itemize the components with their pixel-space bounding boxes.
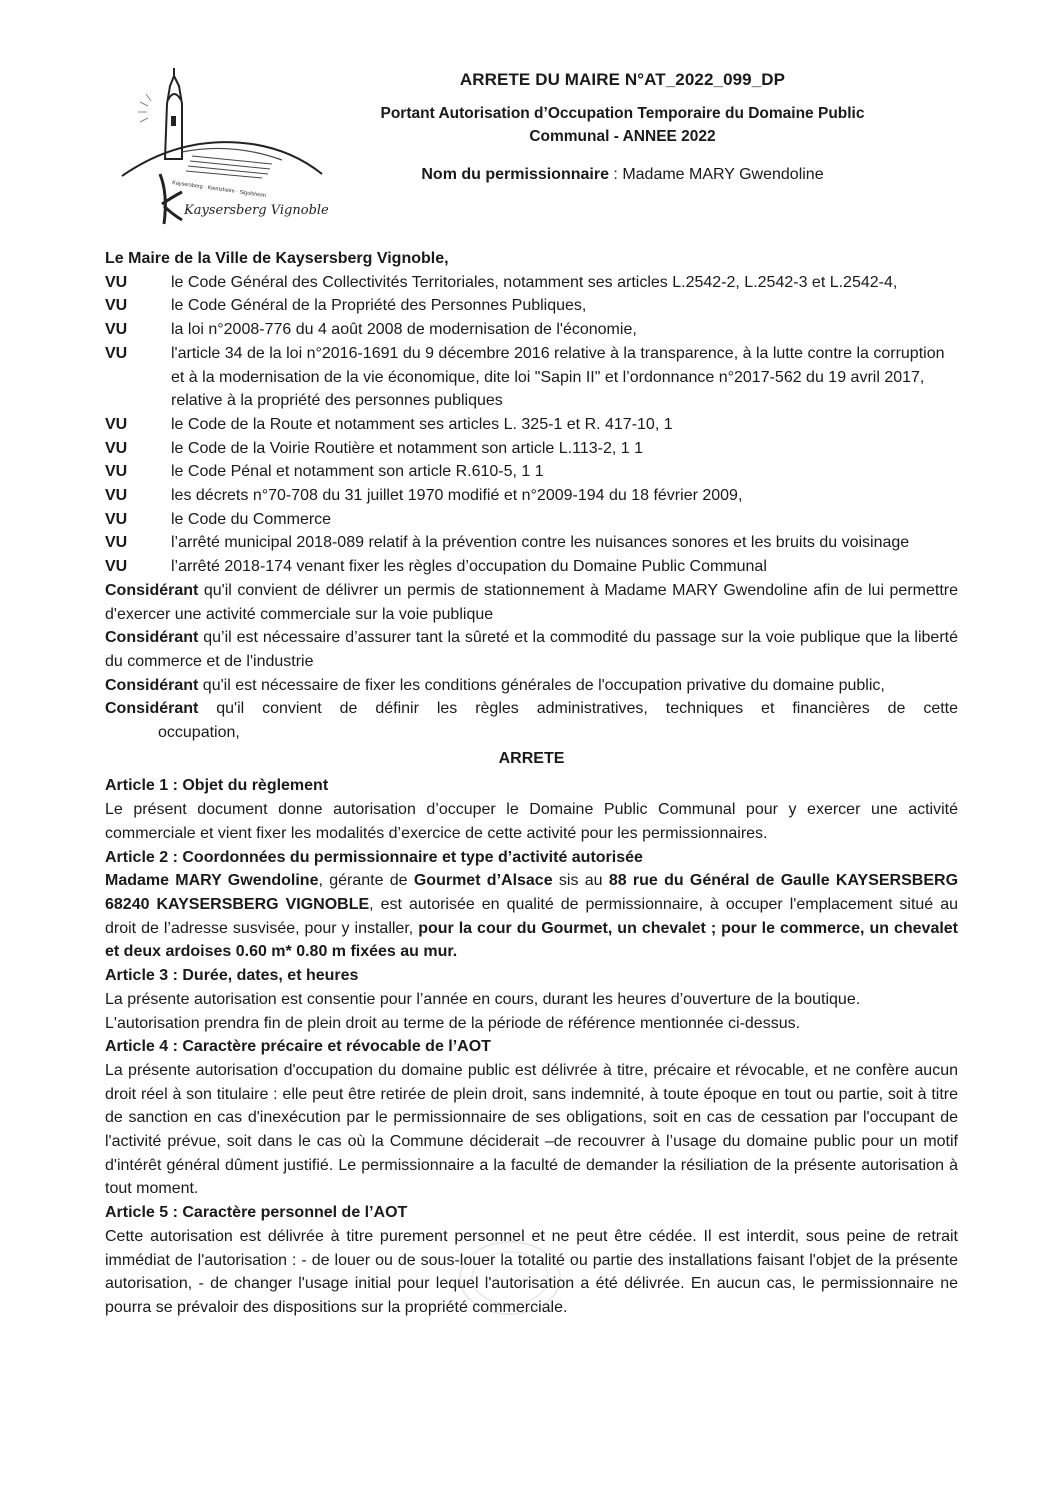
- article-3-text-2: L'autorisation prendra fin de plein droit au terme de la période de référence mentionnée ci-dessus.: [105, 1014, 801, 1032]
- vu-label: VU: [105, 344, 128, 362]
- article-5-text: Cette autorisation est délivrée à titre purement personnel et ne peut être cédée. Il est interdit, sous peine de retrait immédiat de l'autorisation : - de louer ou de sous-louer la totalité ou partie des installations faisant l'objet de la présente autorisation, - de changer l'usage initial pour lequel l'autorisation a été délivrée. En aucun cas, le permissionnaire ne pourra se prévaloir des dispositions sur la propriété commerciale.: [105, 1227, 958, 1316]
- vu-text: la loi n°2008-776 du 4 août 2008 de modernisation de l'économie,: [171, 321, 637, 339]
- article-4-text: La présente autorisation d'occupation du domaine public est délivrée à titre, précaire et révocable, et ne confère aucun droit réel à son titulaire : elle peut être retirée de plein droit, sans indemnité, à toute époque en tout ou partie, soit à titre de sanction en cas d'inexécution par le permissionnaire de ses obligations, soit en cas de cessation par l'occupant de l'activité prévue, soit dans le cas où la Commune déciderait –de recouvrer à l’usage du domaine public pour un motif d'intérêt général dûment justifié. Le permissionnaire a la faculté de demander la résiliation de la présente autorisation à tout moment.: [105, 1061, 958, 1198]
- vu-text: le Code Pénal et notamment son article R.610-5, 1 1: [171, 463, 544, 481]
- shop-address: 88 rue du Général de Gaulle KAYSERSBERG 68240 KAYSERSBERG VIGNOBLE: [105, 872, 959, 913]
- article-2-fragment: sis au: [552, 872, 609, 890]
- vu-label: VU: [105, 273, 128, 291]
- vu-item: [105, 484, 958, 508]
- decree-subtitle-line1: Portant Autorisation d’Occupation Temporaire du Domaine Public: [380, 105, 865, 122]
- vu-text: l'article 34 de la loi n°2016-1691 du 9 décembre 2016 relative à la transparence, à la lutte contre la corruption et à la modernisation de la vie économique, dite loi "Sapin II" et l’ordonnance n°2017-562 du 19 avril 2017, relative à la propriété des personnes publiques: [171, 344, 945, 410]
- vu-item: [105, 437, 958, 461]
- vu-item: [105, 294, 958, 318]
- vu-text: l’arrêté municipal 2018-089 relatif à la prévention contre les nuisances sonores et les bruits du voisinage: [171, 534, 910, 552]
- document-header: [330, 70, 915, 184]
- document-body: [105, 247, 958, 1320]
- considerant-label: Considérant: [105, 676, 199, 694]
- considerant-continuation: occupation,: [158, 724, 240, 742]
- authorized-items: pour la cour du Gourmet, un chevalet ; pour le commerce, un chevalet et deux ardoises 0.60 m* 0.80 m fixées au mur.: [105, 919, 959, 961]
- vu-text: le Code du Commerce: [171, 510, 332, 528]
- vu-text: le Code de la Route et notamment ses articles L. 325-1 et R. 417-10, 1: [171, 415, 673, 433]
- vu-item: [105, 413, 958, 437]
- vu-label: VU: [105, 297, 128, 315]
- vu-item: [105, 318, 958, 342]
- considerant-text: qu'il convient de définir les règles administratives, techniques et financières de cette: [198, 700, 958, 718]
- permit-holder-sep: :: [608, 166, 623, 183]
- vu-item: [105, 555, 958, 579]
- official-stamp-icon: [455, 1238, 565, 1318]
- vu-text: l’arrêté 2018-174 venant fixer les règles d’occupation du Domaine Public Communal: [171, 558, 767, 576]
- vu-text: le Code de la Voirie Routière et notamment son article L.113-2, 1 1: [171, 439, 643, 457]
- vu-label: VU: [105, 415, 128, 433]
- vu-label: VU: [105, 487, 128, 505]
- vu-text: les décrets n°70-708 du 31 juillet 1970 modifié et n°2009-194 du 18 février 2009,: [171, 487, 743, 505]
- considerant-item: [105, 674, 958, 698]
- logo-town-name: Kaysersberg Vignoble: [184, 203, 329, 218]
- considerant-text: qu'il convient de délivrer un permis de stationnement à Madame MARY Gwendoline afin de lui permettre d'exercer une activité commerciale sur la voie publique: [105, 581, 958, 623]
- vu-label: VU: [105, 439, 128, 457]
- permit-holder-name: Madame MARY Gwendoline: [105, 872, 319, 890]
- logo-tagline: Kaysersberg · Kientzheim · Sigolsheim: [171, 180, 267, 200]
- vu-item: [105, 460, 958, 484]
- permit-holder-name: Madame MARY Gwendoline: [622, 166, 824, 183]
- vu-text: le Code Général de la Propriété des Personnes Publiques,: [171, 297, 587, 315]
- decree-subtitle: [330, 102, 915, 148]
- decree-subtitle-line2: Communal - ANNEE 2022: [529, 128, 716, 145]
- vu-item: [105, 342, 958, 413]
- considerant-text: qu’il est nécessaire d’assurer tant la sûreté et la commodité du passage sur la voie publique que la liberté du commerce et de l'industrie: [105, 629, 958, 670]
- permit-holder-line: [330, 166, 915, 184]
- considerant-item: [105, 579, 958, 626]
- vu-item: [105, 531, 958, 555]
- article-1-text: Le présent document donne autorisation d’occuper le Domaine Public Communal pour y exercer une activité commerciale et vient fixer les modalités d’exercice de cette activité pour les permissionnaires.: [105, 801, 958, 842]
- arrete-heading: ARRETE: [498, 749, 565, 767]
- considerant-text: qu'il est nécessaire de fixer les conditions générales de l'occupation privative du domaine public,: [198, 676, 885, 694]
- vu-label: VU: [105, 510, 128, 528]
- article-3-heading: Article 3 : Durée, dates, et heures: [105, 967, 359, 985]
- article-5-heading: Article 5 : Caractère personnel de l’AOT: [105, 1204, 408, 1222]
- vu-label: VU: [105, 558, 128, 576]
- article-2-heading: Article 2 : Coordonnées du permissionnaire et type d’activité autorisée: [105, 848, 643, 866]
- considerant-label: Considérant: [105, 700, 199, 718]
- vu-item: [105, 271, 958, 295]
- article-3-text-1: La présente autorisation est consentie pour l’année en cours, durant les heures d’ouverture de la boutique.: [105, 990, 861, 1008]
- article-2-fragment: , est autorisée en qualité de permissionnaire, à occuper l'emplacement situé au droit de l’adresse susvisée, pour y installer,: [105, 895, 958, 937]
- article-2-fragment: , gérante de: [318, 872, 414, 890]
- permit-holder-label: Nom du permissionnaire: [421, 166, 609, 183]
- mayor-intro: Le Maire de la Ville de Kaysersberg Vignoble,: [105, 250, 449, 267]
- vu-label: VU: [105, 463, 128, 481]
- considerant-label: Considérant: [105, 581, 199, 599]
- article-2-text: [105, 869, 958, 964]
- vu-text: le Code Général des Collectivités Territoriales, notamment ses articles L.2542-2, L.2542-3 et L.2542-4,: [171, 273, 898, 291]
- article-1-heading: Article 1 : Objet du règlement: [105, 777, 329, 795]
- kaysersberg-vignoble-logo: [112, 64, 330, 232]
- vu-item: [105, 508, 958, 532]
- shop-name: Gourmet d’Alsace: [413, 872, 553, 890]
- vu-label: VU: [105, 534, 128, 552]
- vu-label: VU: [105, 321, 128, 339]
- considerant-label: Considérant: [105, 629, 199, 647]
- decree-title: ARRETE DU MAIRE N°AT_2022_099_DP: [459, 70, 786, 89]
- considerant-item: [105, 697, 958, 721]
- article-4-heading: Article 4 : Caractère précaire et révocable de l’AOT: [105, 1038, 491, 1056]
- considerant-item: [105, 626, 958, 673]
